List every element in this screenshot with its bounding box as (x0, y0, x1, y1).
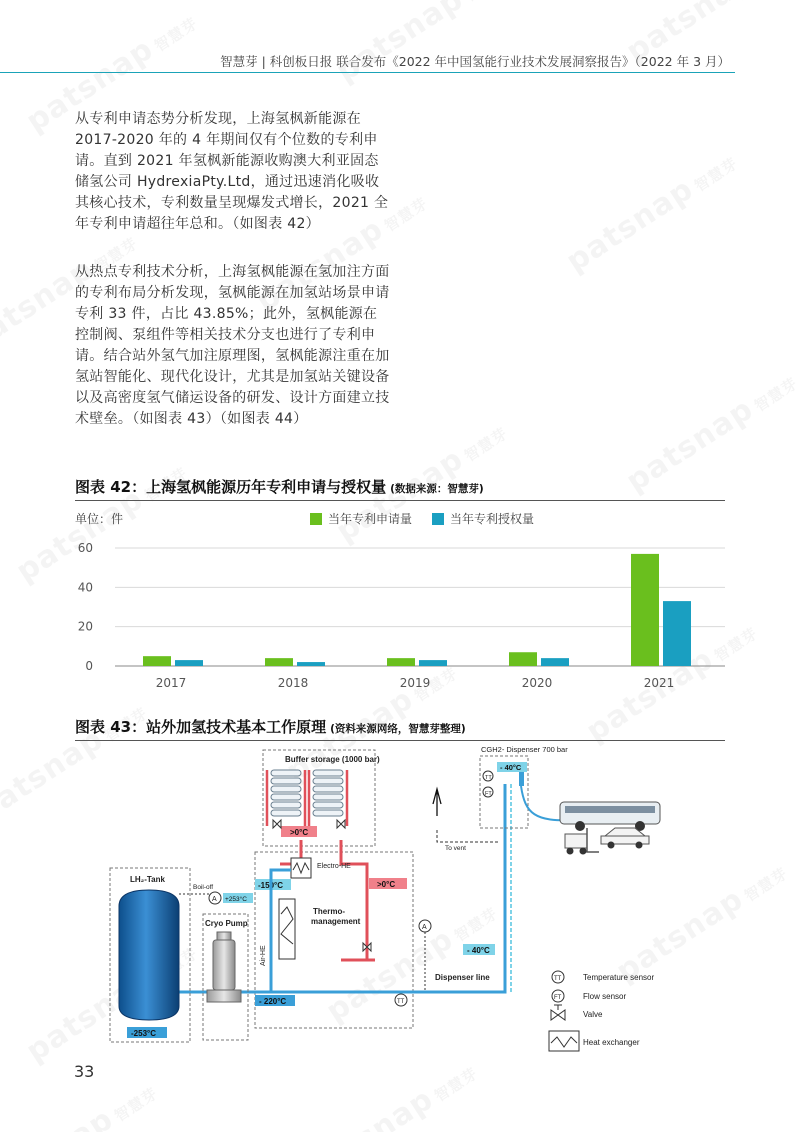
bar-2021-applications (631, 554, 659, 666)
legend-valve-label: Valve (583, 1010, 603, 1019)
y-tick-label: 60 (77, 541, 93, 555)
buffer-cylinder (313, 794, 343, 800)
tank-label: LH₂-Tank (130, 875, 165, 884)
legend-heat-exchanger-label: Heat exchanger (583, 1038, 640, 1047)
figure-43-title (75, 716, 466, 737)
sensor-a-mid-text: A (422, 924, 427, 931)
buffer-cylinders (267, 770, 347, 826)
bar-2021-grants (663, 601, 691, 666)
buffer-cylinder (271, 810, 301, 816)
vent-line (437, 830, 500, 842)
legend-ft-symbol: FT (554, 995, 562, 1001)
legend-temperature-sensor-label: Temperature sensor (583, 973, 655, 982)
legend-tt-symbol: TT (554, 976, 562, 982)
y-tick-label: 40 (77, 580, 93, 595)
bar-2017-applications (143, 656, 171, 666)
vent-arrow (433, 789, 441, 816)
watermark-tile (620, 363, 800, 499)
watermark-tile (0, 1073, 163, 1132)
buffer-cylinder (271, 802, 301, 808)
dispenser-label: CGH2- Dispenser 700 bar (481, 745, 568, 754)
buffer-storage-label: Buffer storage (1000 bar) (285, 755, 380, 764)
x-tick-label: 2019 (399, 676, 431, 690)
valve-buffer-left (273, 820, 281, 828)
sensor-tt-dispenser-text: TT (485, 775, 492, 781)
bar-2019-applications (387, 658, 415, 666)
buffer-cylinder (313, 770, 343, 776)
watermark-tile (300, 1053, 483, 1132)
thermo-label: Thermo- (313, 907, 345, 916)
bar-2019-grants (419, 660, 447, 666)
temp-minus40-top-text: - 40°C (500, 763, 522, 772)
air-he-label: Air-HE (260, 945, 267, 966)
figure-43-rule (75, 740, 725, 741)
temp-minus150-text: -150°C (258, 881, 283, 890)
diagram-legend (549, 971, 654, 1051)
paragraph-hotspot-analysis: 从热点专利技术分析，上海氢枫能源在氢加注方面的专利布局分析发现，氢枫能源在加氢站场景申请专利 33 件，占比 43.85%；此外，氢枫能源在控制阀、泵组件等相关技术分支也进行了专利申请。结合站外氢气加注原理图，氢枫能源注重在加氢站智能化、现代化设计，尤其是加氢站关键设备以及高密度氢气储运设备的研发、设计方面建立技术壁垒。（如图表 43）（如图表 44） (75, 264, 390, 427)
watermark-tile (560, 143, 743, 279)
legend-swatch-grants (432, 513, 444, 525)
legend-swatch-applications (310, 513, 322, 525)
refueling-principle-diagram (105, 744, 685, 1054)
page-header (0, 46, 800, 76)
paragraph-patent-trend: 从专利申请态势分析发现，上海氢枫新能源在 2017-2020 年的 4 年期间仅有个位数的专利申请。直到 2021 年氢枫新能源收购澳大利亚固态储氢公司 HydrexiaPty.Ltd，通过迅速消化吸收其核心技术，专利数量呈现爆发式增长，2021 全年专利申请超往年总和。（如图表 42） (75, 111, 389, 232)
buffer-cylinder (271, 778, 301, 784)
bar-2018-grants (297, 662, 325, 666)
sensor-a-boiloff-text: A (212, 896, 217, 903)
buffer-cylinder (313, 810, 343, 816)
buffer-cylinder (271, 786, 301, 792)
thermo-label-2: management (311, 917, 361, 926)
electro-he-label: Electro-HE (317, 863, 351, 870)
temp-0-right-text: >0°C (377, 880, 396, 889)
x-tick-label: 2017 (155, 676, 187, 690)
lh2-tank-icon (119, 890, 179, 1020)
bus-icon (560, 802, 660, 831)
boil-off-label: Boil-off (193, 884, 214, 891)
legend-valve-icon (551, 1010, 565, 1020)
temp-minus253-text: -253°C (131, 1029, 156, 1038)
x-tick-label: 2020 (521, 676, 553, 690)
boil-off-temp-text: +253°C (225, 896, 247, 903)
temp-0-top-text: >0°C (290, 828, 309, 837)
figure-43-title-text: 图表 43：站外加氢技术基本工作原理 (75, 718, 327, 736)
temp-minus220-text: - 220°C (259, 997, 287, 1006)
bar-2020-grants (541, 658, 569, 666)
nozzle-icon (519, 772, 524, 786)
header-text: 智慧芽 | 科创板日报 联合发布《2022 年中国氢能行业技术发展洞察报告》（2022 年 3 月） (220, 54, 730, 69)
figure-42-title (75, 476, 484, 497)
patent-bar-chart (75, 504, 725, 694)
cryo-pump-icon (207, 932, 241, 1002)
buffer-cylinder (313, 802, 343, 808)
figure-42-rule (75, 500, 725, 501)
car-icon (601, 828, 649, 849)
valve-buffer-right (337, 820, 345, 828)
legend-flow-sensor-label: Flow sensor (583, 992, 627, 1001)
dispenser-line-label: Dispenser line (435, 973, 490, 982)
bar-2018-applications (265, 658, 293, 666)
chart-unit-label: 单位：件 (75, 512, 124, 526)
cryo-pump-label: Cryo Pump (205, 919, 248, 928)
temp-minus40-mid-text: - 40°C (467, 946, 490, 955)
header-rule (0, 72, 735, 73)
sensor-tt-line-text: TT (397, 999, 405, 1005)
vent-label: To vent (445, 845, 466, 852)
y-tick-label: 20 (77, 619, 93, 634)
bar-2020-applications (509, 652, 537, 666)
forklift-icon (565, 828, 599, 855)
bar-2017-grants (175, 660, 203, 666)
page-number: 33 (74, 1062, 95, 1081)
x-tick-label: 2021 (643, 676, 675, 690)
figure-43-source: (资料来源网络，智慧芽整理) (330, 723, 466, 735)
buffer-cylinder (271, 794, 301, 800)
legend-valve-stem (554, 1005, 562, 1010)
buffer-cylinder (313, 786, 343, 792)
figure-42-title-text: 图表 42：上海氢枫能源历年专利申请与授权量 (75, 478, 387, 496)
figure-42-source: (数据来源：智慧芽) (390, 483, 484, 495)
buffer-cylinder (271, 770, 301, 776)
legend-label-grants: 当年专利授权量 (450, 512, 535, 526)
buffer-cylinder (313, 778, 343, 784)
y-tick-label: 0 (85, 659, 93, 673)
x-tick-label: 2018 (277, 676, 309, 690)
legend-label-applications: 当年专利申请量 (328, 512, 413, 526)
sensor-ft-dispenser-text: FT (485, 791, 492, 797)
